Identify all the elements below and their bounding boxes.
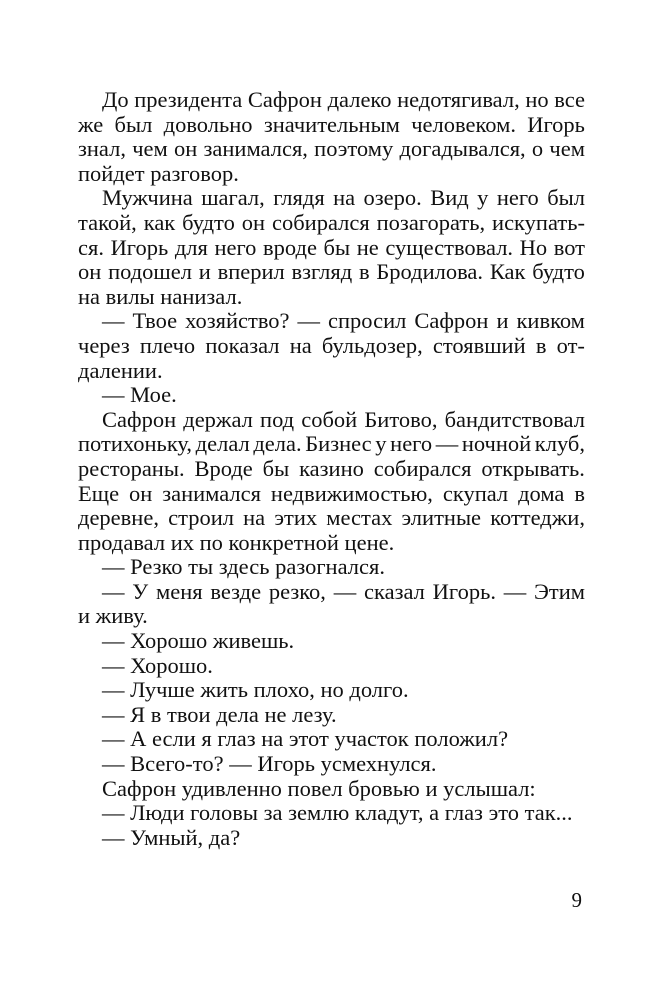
word: — [503,578,527,604]
word: и [496,308,509,334]
word: занимался, [203,136,308,162]
word: недвижимостью, [270,480,433,506]
word: Сафрон [102,406,177,432]
word: был [114,111,153,137]
text-line: пойдет разговор. [78,160,239,186]
word: сказал [364,578,425,604]
word: бандитствовал [444,406,585,432]
text-line [78,211,585,236]
body-text [78,88,585,850]
word: под [260,406,295,432]
word: У [132,578,149,604]
word: чем [132,136,168,162]
text-line [78,432,585,457]
word: бы [262,455,290,481]
word: человеком. [411,111,516,137]
text-line: — Лучше жить плохо, но долго. [102,677,409,703]
word: ся. [78,234,104,260]
word: Битово, [364,406,438,432]
word: подошел [108,259,192,285]
text-line [78,113,585,138]
word: догадывался, [399,136,526,162]
word: Бизнес [305,431,372,457]
word: Еще [78,480,120,506]
word: вперил [217,259,285,285]
word: меня [156,578,203,604]
word: Сафрон [247,87,322,112]
word: в [358,259,370,285]
word: он [173,136,198,162]
word: значительным [263,111,400,137]
word: глядя [273,185,325,211]
word: вроде [263,234,317,260]
word: потихоньку, [78,431,193,457]
word: занимался [162,480,261,506]
text-line: далении. [78,357,163,383]
word: — [297,308,321,334]
word: собирался [373,455,472,481]
word: но [525,87,549,112]
word: довольно [163,111,253,137]
word: — [102,308,125,334]
word: он [128,480,153,506]
word: вот [553,234,585,260]
word: Игорь [110,234,169,260]
text-line [78,580,585,605]
word: него [390,431,433,457]
word: — [333,578,357,604]
word: президента [134,87,243,112]
word: кивком [516,308,585,334]
text-line [78,260,585,285]
word: рестораны. [78,455,185,481]
text-line [78,482,585,507]
word: у [477,185,489,211]
text-line: — Умный, да? [102,824,241,850]
text-line: — Хорошо живешь. [102,628,295,654]
text-line: продавал их по конкретной цене. [78,529,395,555]
word: не [356,234,379,260]
word: Вид [430,185,469,211]
word: собирался [271,209,370,235]
text-line: — Всего-то? — Игорь усмехнулся. [102,751,437,777]
word: на [289,332,312,358]
text-line: Сафрон удивленно повел бровью и услышал: [102,775,536,801]
word: резко, [268,578,326,604]
text-line: на вилы нанизал. [78,283,243,309]
word: будто [532,259,585,285]
word: него [496,185,539,211]
word: искупать- [492,209,585,235]
word: держал [183,406,253,432]
word: недотягивал, [397,87,520,112]
word: — [435,431,459,457]
word: элитные [401,505,482,531]
word: клуб, [534,431,585,457]
word: скупал [442,480,509,506]
word: и [198,259,211,285]
word: о [531,136,544,162]
text-line [78,506,585,531]
word: показал [205,332,280,358]
text-line [78,309,585,334]
text-line [78,88,585,113]
word: открывать. [481,455,585,481]
word: как [143,209,176,235]
word: далеко [327,87,392,112]
word: все [554,87,585,112]
word: Вроде [194,455,253,481]
word: него [214,234,257,260]
word: знал, [78,136,126,162]
word: он [241,209,266,235]
word: коттеджи, [490,505,585,531]
word: для [174,234,208,260]
word: на [243,505,266,531]
word: дела. [253,431,302,457]
word: же [78,111,104,137]
word: будто [182,209,235,235]
text-line [78,457,585,482]
text-line: и живу. [78,603,148,629]
word: был [547,185,585,211]
text-line: — Хорошо. [102,652,213,678]
word: на [333,185,356,211]
word: везде [210,578,262,604]
word: Но [519,234,548,260]
text-line [78,334,585,359]
word: бы [323,234,351,260]
text-line [78,408,585,433]
word: деревне, [78,505,159,531]
text-line [78,236,585,261]
text-line [78,186,585,211]
text-line: — А если я глаз на этот участок положил? [102,726,509,752]
word: у [375,431,387,457]
word: Мужчина [102,185,193,211]
word: Игорь. [432,578,496,604]
word: в [574,480,585,506]
text-line [78,137,585,162]
word: бульдозер, [321,332,423,358]
word: озеро. [363,185,422,211]
word: Игорь [527,111,585,137]
text-line: — Люди головы за землю кладут, а глаз это так... [102,800,573,826]
word: местах [326,505,393,531]
word: Этим [534,578,585,604]
word: дома [518,480,565,506]
word: До [102,87,129,112]
word: плечо [139,332,196,358]
word: шагал, [201,185,265,211]
word: от- [556,332,585,358]
word: такой, [78,209,137,235]
word: в [535,332,547,358]
word: этих [274,505,318,531]
word: Как [489,259,526,285]
word: спросил [328,308,407,334]
word: чем [549,136,585,162]
word: поэтому [314,136,394,162]
word: собой [301,406,358,432]
word: строил [168,505,234,531]
word: Сафрон [414,308,489,334]
word: стоявший [432,332,526,358]
word: Твое [132,308,178,334]
word: — [102,578,125,604]
word: через [78,332,130,358]
word: делал [195,431,250,457]
word: существовал. [385,234,514,260]
text-line: — Мое. [102,382,177,408]
word: ночной [461,431,532,457]
word: взгляд [291,259,353,285]
word: казино [299,455,364,481]
text-line: — Я в твои дела не лезу. [102,701,337,727]
page-number: 9 [571,888,582,912]
word: хозяйство? [185,308,290,334]
word: он [78,259,102,285]
word: Бродилова. [376,259,484,285]
word: позагорать, [376,209,486,235]
text-line: — Резко ты здесь разогнался. [102,554,385,580]
